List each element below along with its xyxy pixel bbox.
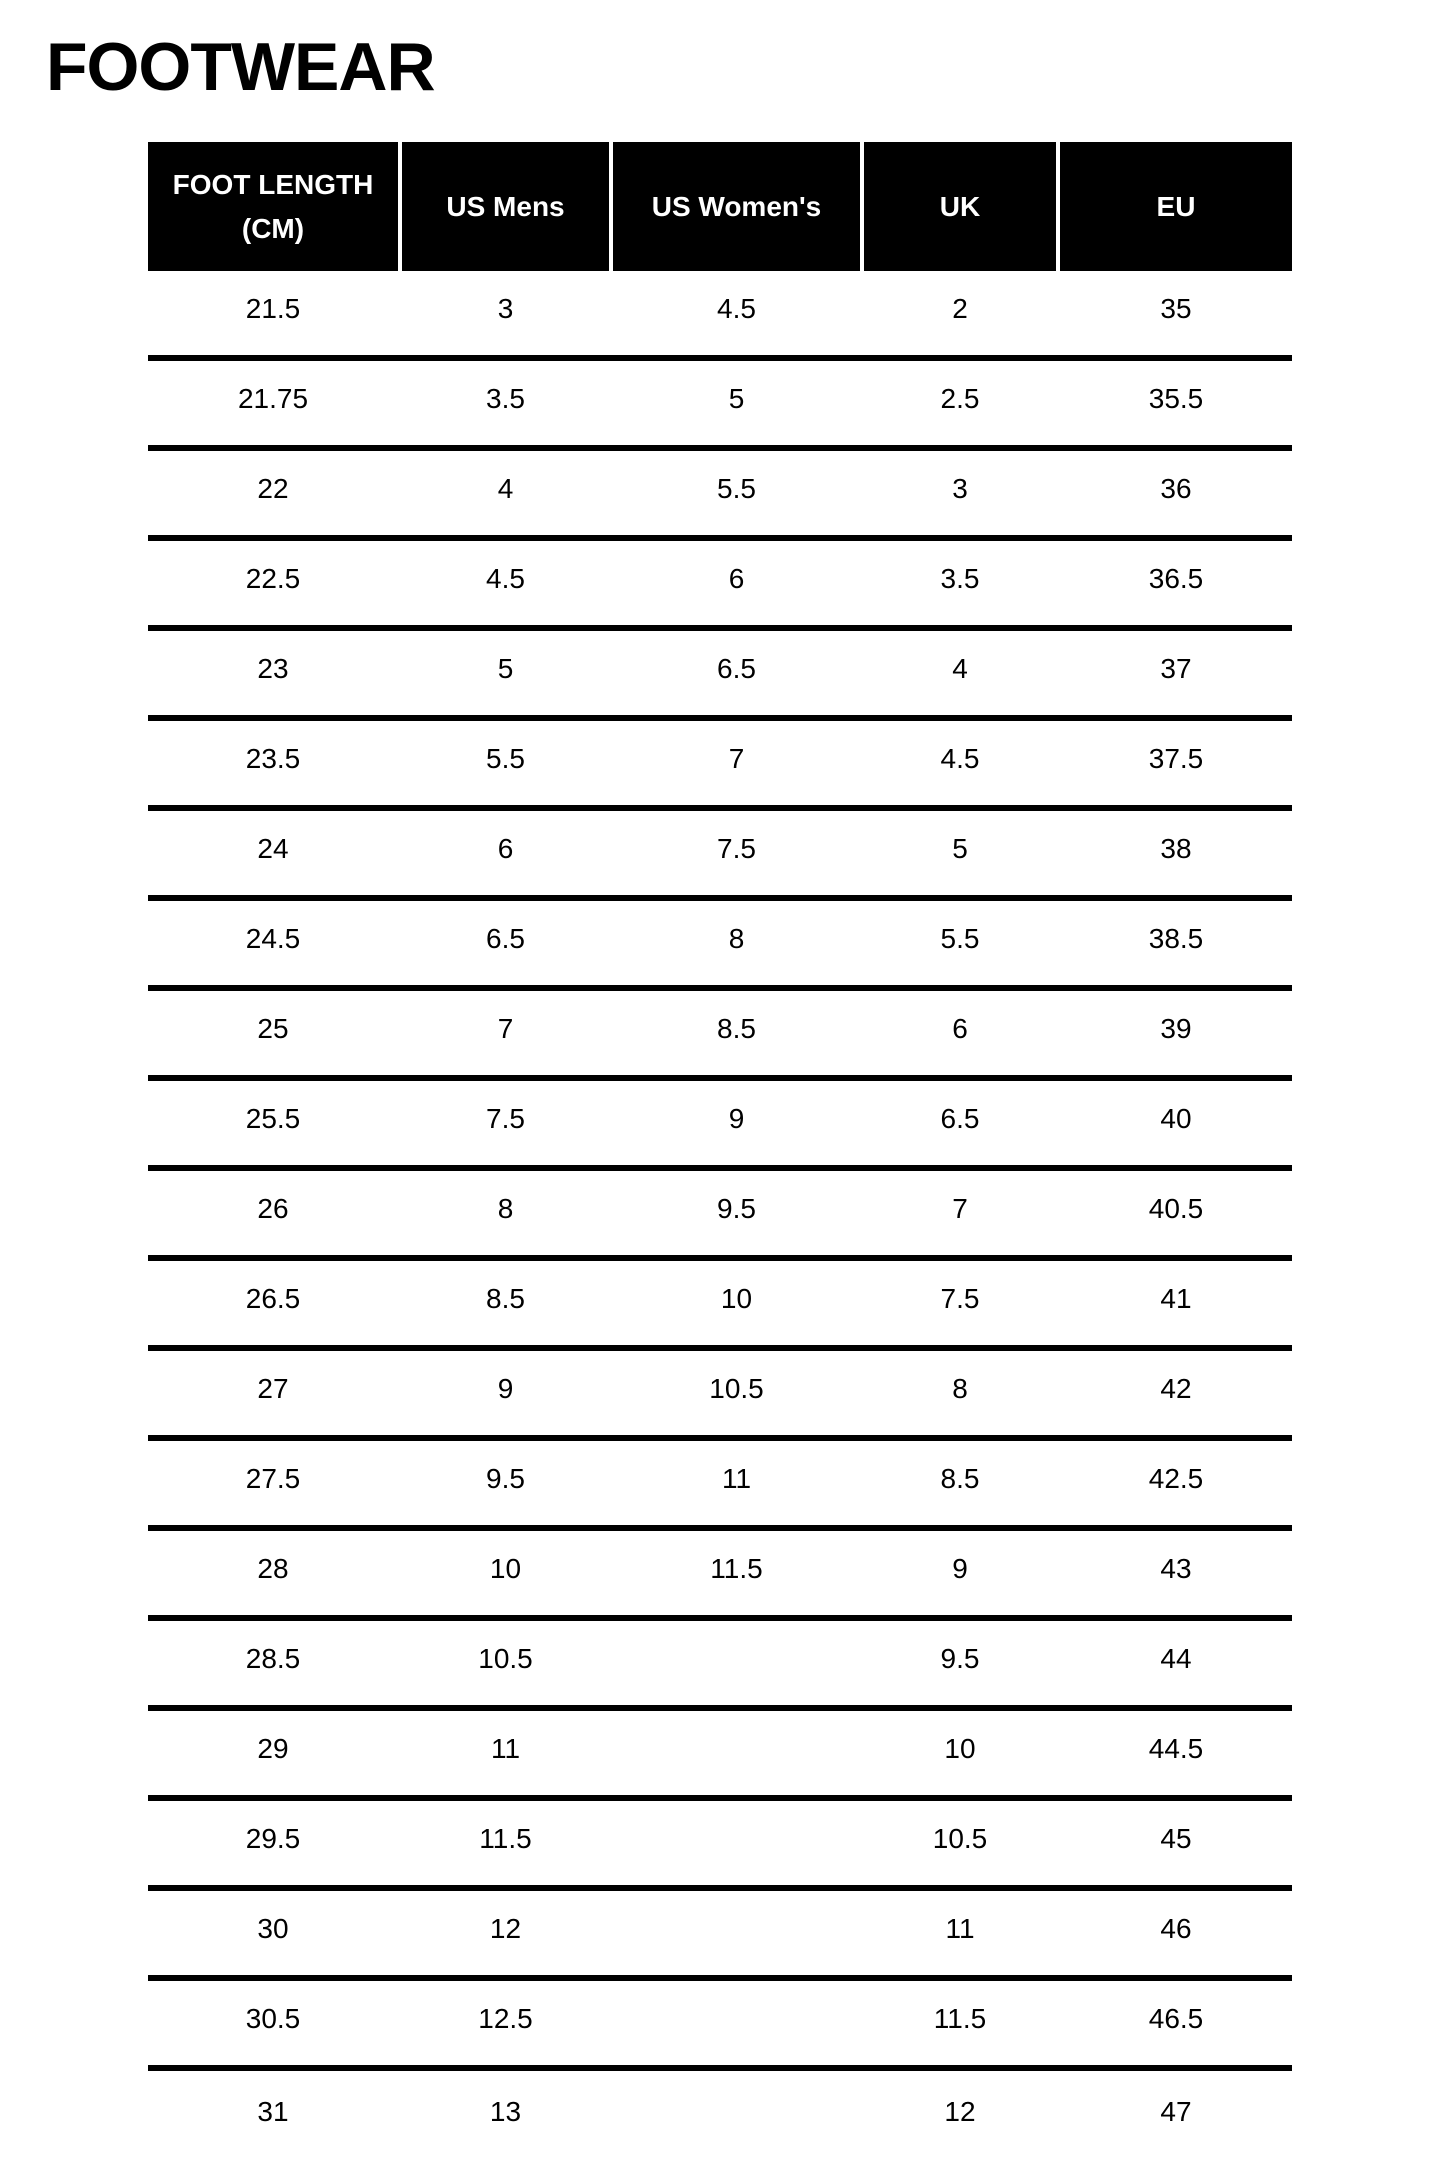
- table-cell: 27.5: [245, 1463, 301, 1494]
- table-cell: 42: [1160, 1373, 1192, 1404]
- table-cell: 5.5: [717, 473, 756, 504]
- table-cell: 7: [728, 743, 745, 774]
- size-chart-table: [148, 142, 1292, 2160]
- table-cell: 4.5: [717, 293, 756, 324]
- table-row: [148, 1891, 1292, 1981]
- table-cell: 40: [1160, 1103, 1192, 1134]
- table-cell: 10: [720, 1283, 753, 1314]
- table-cell: 5: [497, 653, 514, 684]
- table-cell: 9.5: [717, 1193, 756, 1224]
- table-row: [148, 1711, 1292, 1801]
- table-cell: [613, 1711, 860, 1795]
- table-cell: 4.5: [486, 563, 525, 594]
- page-title: FOOTWEAR: [46, 29, 435, 105]
- table-cell: 30.5: [245, 2003, 301, 2034]
- table-cell: [613, 2071, 860, 2160]
- table-row: [148, 1171, 1292, 1261]
- table-cell: 9: [728, 1103, 745, 1134]
- table-cell: [613, 1621, 860, 1705]
- table-row: [148, 721, 1292, 811]
- table-cell: 37: [1160, 653, 1192, 684]
- table-cell: 6: [497, 833, 514, 864]
- table-row: [148, 991, 1292, 1081]
- table-cell: 24: [257, 833, 289, 864]
- table-cell: 8: [952, 1373, 968, 1404]
- table-cell: [613, 1981, 860, 2065]
- table-cell: 7.5: [717, 833, 756, 864]
- table-cell: 31: [257, 2096, 289, 2127]
- table-cell: 8.5: [486, 1283, 525, 1314]
- table-row: [148, 1621, 1292, 1711]
- table-cell: 7.5: [940, 1283, 980, 1314]
- table-cell: 23.5: [245, 743, 301, 774]
- table-cell: 42.5: [1148, 1463, 1204, 1494]
- table-cell: 36: [1160, 473, 1192, 504]
- table-row: [148, 361, 1292, 451]
- table-row: [148, 631, 1292, 721]
- table-cell: 5: [728, 383, 745, 414]
- table-cell: 22.5: [245, 563, 301, 594]
- table-row: [148, 811, 1292, 901]
- table-cell: 28.5: [245, 1643, 301, 1674]
- table-cell: 7.5: [486, 1103, 525, 1134]
- table-row: [148, 1261, 1292, 1351]
- table-cell: 6: [952, 1013, 968, 1044]
- table-cell: [613, 1891, 860, 1975]
- table-cell: 3.5: [486, 383, 525, 414]
- table-row: [148, 1351, 1292, 1441]
- table-cell: 41: [1160, 1283, 1192, 1314]
- table-cell: 44.5: [1148, 1733, 1204, 1764]
- table-body: [148, 271, 1292, 2160]
- table-cell: 46.5: [1148, 2003, 1204, 2034]
- table-cell: [613, 1801, 860, 1885]
- header-cell-foot-length-cm: FOOT LENGTH (CM): [148, 142, 398, 271]
- table-row: [148, 451, 1292, 541]
- table-row: [148, 1981, 1292, 2071]
- table-cell: 5: [952, 833, 968, 864]
- table-cell: 29.5: [245, 1823, 301, 1854]
- table-cell: 11.5: [933, 2003, 987, 2034]
- table-row: [148, 2071, 1292, 2160]
- table-cell: 6.5: [940, 1103, 980, 1134]
- table-cell: 11.5: [479, 1823, 532, 1854]
- table-cell: 27: [257, 1373, 289, 1404]
- table-cell: 22: [257, 473, 289, 504]
- table-cell: 12: [489, 1913, 522, 1944]
- table-cell: 11: [945, 1913, 975, 1944]
- table-cell: 46: [1160, 1913, 1192, 1944]
- table-cell: 44: [1160, 1643, 1192, 1674]
- table-cell: 3.5: [940, 563, 980, 594]
- table-cell: 45: [1160, 1823, 1192, 1854]
- table-cell: 8.5: [717, 1013, 756, 1044]
- table-cell: 7: [952, 1193, 968, 1224]
- table-cell: 7: [497, 1013, 514, 1044]
- table-cell: 25: [257, 1013, 289, 1044]
- table-cell: 9: [497, 1373, 514, 1404]
- table-row: [148, 541, 1292, 631]
- table-cell: 8.5: [940, 1463, 980, 1494]
- table-cell: 9: [952, 1553, 968, 1584]
- header-cell-uk: UK: [864, 142, 1056, 271]
- table-row: [148, 1441, 1292, 1531]
- table-cell: 5.5: [940, 923, 980, 954]
- table-cell: 6.5: [717, 653, 756, 684]
- table-cell: 38: [1160, 833, 1192, 864]
- table-cell: 10.5: [478, 1643, 533, 1674]
- table-cell: 36.5: [1148, 563, 1204, 594]
- table-cell: 13: [489, 2096, 522, 2127]
- table-cell: 35: [1160, 293, 1192, 324]
- table-cell: 4: [952, 653, 968, 684]
- table-cell: 11: [721, 1463, 752, 1494]
- table-row: [148, 1081, 1292, 1171]
- table-cell: 43: [1160, 1553, 1192, 1584]
- table-cell: 25.5: [245, 1103, 301, 1134]
- table-cell: 11.5: [710, 1553, 763, 1584]
- table-cell: 23: [257, 653, 289, 684]
- table-row: [148, 271, 1292, 361]
- table-cell: 29: [257, 1733, 289, 1764]
- table-cell: 30: [257, 1913, 289, 1944]
- table-cell: 4: [497, 473, 514, 504]
- table-cell: 6: [728, 563, 745, 594]
- table-cell: 40.5: [1148, 1193, 1204, 1224]
- table-cell: 4.5: [940, 743, 980, 774]
- table-cell: 26.5: [245, 1283, 301, 1314]
- table-cell: 3: [952, 473, 968, 504]
- table-cell: 8: [728, 923, 745, 954]
- table-cell: 2.5: [940, 383, 980, 414]
- table-cell: 9.5: [940, 1643, 980, 1674]
- table-cell: 6.5: [486, 923, 525, 954]
- table-cell: 28: [257, 1553, 289, 1584]
- table-cell: 10.5: [932, 1823, 988, 1854]
- table-cell: 11: [490, 1733, 521, 1764]
- table-row: [148, 1801, 1292, 1891]
- table-cell: 9.5: [486, 1463, 525, 1494]
- table-cell: 8: [497, 1193, 514, 1224]
- table-cell: 24.5: [245, 923, 301, 954]
- table-cell: 3: [497, 293, 514, 324]
- table-cell: 10: [944, 1733, 976, 1764]
- table-cell: 21.75: [237, 383, 309, 414]
- table-cell: 12.5: [478, 2003, 533, 2034]
- table-cell: 21.5: [245, 293, 301, 324]
- table-cell: 26: [257, 1193, 289, 1224]
- table-cell: 12: [944, 2096, 976, 2127]
- table-cell: 5.5: [486, 743, 525, 774]
- table-header-row: [148, 142, 1292, 271]
- table-cell: 2: [952, 293, 968, 324]
- header-cell-us-mens: US Mens: [402, 142, 609, 271]
- table-cell: 10: [489, 1553, 522, 1584]
- table-row: [148, 1531, 1292, 1621]
- table-row: [148, 901, 1292, 991]
- header-cell-us-women-s: US Women's: [613, 142, 860, 271]
- table-cell: 35.5: [1148, 383, 1204, 414]
- header-cell-eu: EU: [1060, 142, 1292, 271]
- table-cell: 39: [1160, 1013, 1192, 1044]
- table-cell: 47: [1160, 2096, 1192, 2127]
- table-cell: 37.5: [1148, 743, 1204, 774]
- table-cell: 10.5: [709, 1373, 764, 1404]
- table-cell: 38.5: [1148, 923, 1204, 954]
